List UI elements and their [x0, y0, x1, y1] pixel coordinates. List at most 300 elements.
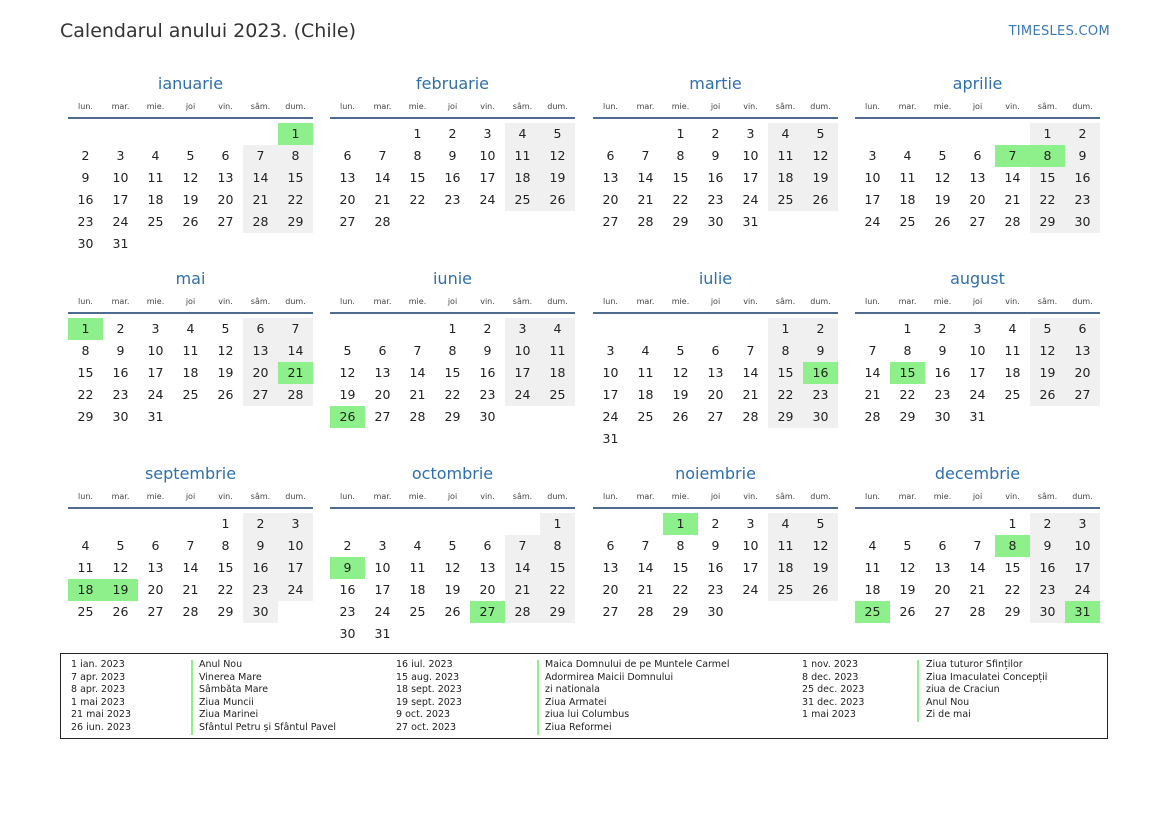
day-cell[interactable]: 12	[182, 170, 199, 185]
day-cell[interactable]: 15	[409, 170, 426, 185]
holiday-day-cell[interactable]: 21	[278, 362, 313, 384]
day-cell[interactable]: 28	[864, 409, 881, 424]
day-cell[interactable]: 3	[151, 321, 160, 336]
day-cell[interactable]: 14	[969, 560, 986, 575]
day-cell[interactable]: 11	[409, 560, 426, 575]
day-cell[interactable]: 29	[77, 409, 94, 424]
day-cell[interactable]: 29	[444, 409, 461, 424]
day-cell[interactable]: 18	[899, 192, 916, 207]
day-cell[interactable]: 9	[711, 538, 720, 553]
day-cell[interactable]: 17	[602, 387, 619, 402]
day-cell[interactable]: 16	[934, 365, 951, 380]
day-cell[interactable]: 15	[768, 362, 803, 384]
day-cell[interactable]: 28	[243, 211, 278, 233]
day-cell[interactable]: 11	[77, 560, 94, 575]
day-cell[interactable]: 21	[1004, 192, 1021, 207]
day-cell[interactable]: 19	[444, 582, 461, 597]
day-cell[interactable]: 20	[147, 582, 164, 597]
day-cell[interactable]: 22	[899, 387, 916, 402]
day-cell[interactable]: 15	[1030, 167, 1065, 189]
day-cell[interactable]: 13	[602, 170, 619, 185]
day-cell[interactable]: 20	[969, 192, 986, 207]
day-cell[interactable]: 5	[803, 513, 838, 535]
day-cell[interactable]: 14	[374, 170, 391, 185]
day-cell[interactable]: 4	[768, 513, 803, 535]
day-cell[interactable]: 8	[81, 343, 90, 358]
day-cell[interactable]: 19	[803, 557, 838, 579]
day-cell[interactable]: 11	[899, 170, 916, 185]
day-cell[interactable]: 31	[374, 626, 391, 641]
day-cell[interactable]: 28	[637, 604, 654, 619]
day-cell[interactable]: 27	[243, 384, 278, 406]
day-cell[interactable]: 16	[339, 582, 356, 597]
day-cell[interactable]: 13	[934, 560, 951, 575]
day-cell[interactable]: 21	[243, 189, 278, 211]
day-cell[interactable]: 4	[505, 123, 540, 145]
day-cell[interactable]: 23	[444, 192, 461, 207]
day-cell[interactable]: 10	[969, 343, 986, 358]
day-cell[interactable]: 10	[602, 365, 619, 380]
holiday-day-cell[interactable]: 1	[278, 123, 313, 145]
day-cell[interactable]: 29	[1030, 211, 1065, 233]
day-cell[interactable]: 12	[444, 560, 461, 575]
day-cell[interactable]: 25	[77, 604, 94, 619]
day-cell[interactable]: 14	[182, 560, 199, 575]
day-cell[interactable]: 13	[707, 365, 724, 380]
day-cell[interactable]: 2	[343, 538, 352, 553]
day-cell[interactable]: 26	[803, 579, 838, 601]
day-cell[interactable]: 5	[221, 321, 230, 336]
day-cell[interactable]: 2	[1065, 123, 1100, 145]
day-cell[interactable]: 14	[637, 560, 654, 575]
day-cell[interactable]: 16	[243, 557, 278, 579]
day-cell[interactable]: 17	[147, 365, 164, 380]
day-cell[interactable]: 5	[540, 123, 575, 145]
day-cell[interactable]: 6	[1065, 318, 1100, 340]
day-cell[interactable]: 4	[903, 148, 912, 163]
day-cell[interactable]: 7	[378, 148, 387, 163]
day-cell[interactable]: 19	[934, 192, 951, 207]
day-cell[interactable]: 6	[343, 148, 352, 163]
day-cell[interactable]: 2	[711, 516, 720, 531]
day-cell[interactable]: 9	[711, 148, 720, 163]
day-cell[interactable]: 17	[505, 362, 540, 384]
day-cell[interactable]: 29	[217, 604, 234, 619]
day-cell[interactable]: 5	[676, 343, 685, 358]
day-cell[interactable]: 27	[707, 409, 724, 424]
day-cell[interactable]: 25	[637, 409, 654, 424]
day-cell[interactable]: 12	[934, 170, 951, 185]
holiday-day-cell[interactable]: 18	[68, 579, 103, 601]
day-cell[interactable]: 15	[217, 560, 234, 575]
day-cell[interactable]: 25	[409, 604, 426, 619]
day-cell[interactable]: 27	[217, 214, 234, 229]
day-cell[interactable]: 19	[182, 192, 199, 207]
day-cell[interactable]: 6	[243, 318, 278, 340]
day-cell[interactable]: 14	[864, 365, 881, 380]
holiday-day-cell[interactable]: 16	[803, 362, 838, 384]
day-cell[interactable]: 19	[217, 365, 234, 380]
day-cell[interactable]: 31	[602, 431, 619, 446]
day-cell[interactable]: 18	[1004, 365, 1021, 380]
day-cell[interactable]: 21	[864, 387, 881, 402]
day-cell[interactable]: 13	[147, 560, 164, 575]
day-cell[interactable]: 10	[374, 560, 391, 575]
day-cell[interactable]: 9	[116, 343, 125, 358]
day-cell[interactable]: 17	[278, 557, 313, 579]
day-cell[interactable]: 11	[864, 560, 881, 575]
day-cell[interactable]: 21	[637, 582, 654, 597]
day-cell[interactable]: 25	[768, 579, 803, 601]
day-cell[interactable]: 22	[672, 192, 689, 207]
day-cell[interactable]: 26	[444, 604, 461, 619]
day-cell[interactable]: 14	[243, 167, 278, 189]
day-cell[interactable]: 5	[448, 538, 457, 553]
day-cell[interactable]: 6	[151, 538, 160, 553]
day-cell[interactable]: 20	[217, 192, 234, 207]
day-cell[interactable]: 28	[278, 384, 313, 406]
day-cell[interactable]: 21	[637, 192, 654, 207]
day-cell[interactable]: 19	[899, 582, 916, 597]
day-cell[interactable]: 5	[938, 148, 947, 163]
day-cell[interactable]: 30	[1030, 601, 1065, 623]
day-cell[interactable]: 30	[339, 626, 356, 641]
day-cell[interactable]: 21	[182, 582, 199, 597]
day-cell[interactable]: 24	[864, 214, 881, 229]
day-cell[interactable]: 1	[1030, 123, 1065, 145]
day-cell[interactable]: 29	[540, 601, 575, 623]
day-cell[interactable]: 28	[742, 409, 759, 424]
day-cell[interactable]: 13	[969, 170, 986, 185]
day-cell[interactable]: 6	[606, 148, 615, 163]
day-cell[interactable]: 2	[448, 126, 457, 141]
day-cell[interactable]: 2	[81, 148, 90, 163]
day-cell[interactable]: 2	[1030, 513, 1065, 535]
day-cell[interactable]: 1	[1008, 516, 1017, 531]
day-cell[interactable]: 3	[378, 538, 387, 553]
day-cell[interactable]: 11	[540, 340, 575, 362]
day-cell[interactable]: 9	[803, 340, 838, 362]
day-cell[interactable]: 22	[540, 579, 575, 601]
day-cell[interactable]: 18	[505, 167, 540, 189]
day-cell[interactable]: 26	[540, 189, 575, 211]
day-cell[interactable]: 24	[278, 579, 313, 601]
day-cell[interactable]: 8	[676, 148, 685, 163]
holiday-day-cell[interactable]: 9	[330, 557, 365, 579]
day-cell[interactable]: 23	[934, 387, 951, 402]
day-cell[interactable]: 31	[742, 214, 759, 229]
day-cell[interactable]: 4	[868, 538, 877, 553]
day-cell[interactable]: 12	[112, 560, 129, 575]
day-cell[interactable]: 2	[483, 321, 492, 336]
day-cell[interactable]: 19	[339, 387, 356, 402]
day-cell[interactable]: 17	[864, 192, 881, 207]
day-cell[interactable]: 5	[343, 343, 352, 358]
day-cell[interactable]: 8	[540, 535, 575, 557]
day-cell[interactable]: 20	[707, 387, 724, 402]
day-cell[interactable]: 16	[1030, 557, 1065, 579]
day-cell[interactable]: 1	[540, 513, 575, 535]
day-cell[interactable]: 16	[707, 560, 724, 575]
day-cell[interactable]: 22	[1004, 582, 1021, 597]
day-cell[interactable]: 16	[479, 365, 496, 380]
day-cell[interactable]: 28	[182, 604, 199, 619]
day-cell[interactable]: 23	[339, 604, 356, 619]
day-cell[interactable]: 28	[374, 214, 391, 229]
day-cell[interactable]: 4	[413, 538, 422, 553]
day-cell[interactable]: 2	[116, 321, 125, 336]
day-cell[interactable]: 22	[768, 384, 803, 406]
day-cell[interactable]: 19	[803, 167, 838, 189]
day-cell[interactable]: 27	[374, 409, 391, 424]
day-cell[interactable]: 27	[969, 214, 986, 229]
day-cell[interactable]: 28	[969, 604, 986, 619]
day-cell[interactable]: 26	[217, 387, 234, 402]
day-cell[interactable]: 30	[803, 406, 838, 428]
day-cell[interactable]: 19	[1030, 362, 1065, 384]
day-cell[interactable]: 16	[77, 192, 94, 207]
day-cell[interactable]: 27	[602, 604, 619, 619]
day-cell[interactable]: 18	[768, 557, 803, 579]
day-cell[interactable]: 28	[409, 409, 426, 424]
day-cell[interactable]: 3	[505, 318, 540, 340]
day-cell[interactable]: 7	[413, 343, 422, 358]
day-cell[interactable]: 5	[116, 538, 125, 553]
day-cell[interactable]: 13	[339, 170, 356, 185]
day-cell[interactable]: 23	[112, 387, 129, 402]
day-cell[interactable]: 12	[1030, 340, 1065, 362]
day-cell[interactable]: 15	[77, 365, 94, 380]
day-cell[interactable]: 14	[1004, 170, 1021, 185]
day-cell[interactable]: 31	[147, 409, 164, 424]
day-cell[interactable]: 31	[112, 236, 129, 251]
day-cell[interactable]: 15	[1004, 560, 1021, 575]
day-cell[interactable]: 9	[1065, 145, 1100, 167]
day-cell[interactable]: 9	[448, 148, 457, 163]
day-cell[interactable]: 4	[641, 343, 650, 358]
day-cell[interactable]: 22	[409, 192, 426, 207]
day-cell[interactable]: 26	[934, 214, 951, 229]
day-cell[interactable]: 23	[803, 384, 838, 406]
holiday-day-cell[interactable]: 8	[995, 535, 1030, 557]
day-cell[interactable]: 16	[112, 365, 129, 380]
day-cell[interactable]: 13	[1065, 340, 1100, 362]
day-cell[interactable]: 2	[938, 321, 947, 336]
day-cell[interactable]: 7	[505, 535, 540, 557]
day-cell[interactable]: 26	[182, 214, 199, 229]
day-cell[interactable]: 11	[147, 170, 164, 185]
day-cell[interactable]: 5	[1030, 318, 1065, 340]
day-cell[interactable]: 22	[77, 387, 94, 402]
day-cell[interactable]: 29	[1004, 604, 1021, 619]
day-cell[interactable]: 9	[938, 343, 947, 358]
day-cell[interactable]: 11	[182, 343, 199, 358]
day-cell[interactable]: 10	[742, 538, 759, 553]
day-cell[interactable]: 24	[147, 387, 164, 402]
day-cell[interactable]: 25	[899, 214, 916, 229]
day-cell[interactable]: 25	[147, 214, 164, 229]
day-cell[interactable]: 30	[77, 236, 94, 251]
day-cell[interactable]: 24	[479, 192, 496, 207]
day-cell[interactable]: 12	[217, 343, 234, 358]
holiday-day-cell[interactable]: 8	[1030, 145, 1065, 167]
day-cell[interactable]: 17	[969, 365, 986, 380]
day-cell[interactable]: 14	[637, 170, 654, 185]
day-cell[interactable]: 3	[278, 513, 313, 535]
day-cell[interactable]: 26	[899, 604, 916, 619]
day-cell[interactable]: 17	[1065, 557, 1100, 579]
day-cell[interactable]: 22	[444, 387, 461, 402]
day-cell[interactable]: 19	[540, 167, 575, 189]
day-cell[interactable]: 21	[374, 192, 391, 207]
day-cell[interactable]: 14	[742, 365, 759, 380]
day-cell[interactable]: 2	[243, 513, 278, 535]
day-cell[interactable]: 7	[278, 318, 313, 340]
day-cell[interactable]: 20	[243, 362, 278, 384]
day-cell[interactable]: 17	[479, 170, 496, 185]
day-cell[interactable]: 24	[374, 604, 391, 619]
day-cell[interactable]: 17	[374, 582, 391, 597]
day-cell[interactable]: 12	[899, 560, 916, 575]
day-cell[interactable]: 7	[641, 538, 650, 553]
day-cell[interactable]: 5	[903, 538, 912, 553]
day-cell[interactable]: 3	[483, 126, 492, 141]
day-cell[interactable]: 27	[339, 214, 356, 229]
day-cell[interactable]: 6	[938, 538, 947, 553]
day-cell[interactable]: 1	[221, 516, 230, 531]
day-cell[interactable]: 4	[186, 321, 195, 336]
day-cell[interactable]: 6	[973, 148, 982, 163]
day-cell[interactable]: 12	[803, 535, 838, 557]
day-cell[interactable]: 18	[409, 582, 426, 597]
day-cell[interactable]: 24	[602, 409, 619, 424]
day-cell[interactable]: 15	[444, 365, 461, 380]
day-cell[interactable]: 3	[116, 148, 125, 163]
day-cell[interactable]: 14	[409, 365, 426, 380]
holiday-day-cell[interactable]: 26	[330, 406, 365, 428]
day-cell[interactable]: 16	[1065, 167, 1100, 189]
day-cell[interactable]: 23	[707, 582, 724, 597]
day-cell[interactable]: 4	[81, 538, 90, 553]
day-cell[interactable]: 8	[768, 340, 803, 362]
day-cell[interactable]: 8	[448, 343, 457, 358]
day-cell[interactable]: 8	[221, 538, 230, 553]
holiday-day-cell[interactable]: 15	[890, 362, 925, 384]
day-cell[interactable]: 3	[868, 148, 877, 163]
day-cell[interactable]: 30	[479, 409, 496, 424]
day-cell[interactable]: 18	[540, 362, 575, 384]
day-cell[interactable]: 5	[186, 148, 195, 163]
holiday-day-cell[interactable]: 19	[103, 579, 138, 601]
day-cell[interactable]: 20	[602, 582, 619, 597]
day-cell[interactable]: 9	[243, 535, 278, 557]
day-cell[interactable]: 12	[339, 365, 356, 380]
day-cell[interactable]: 1	[768, 318, 803, 340]
day-cell[interactable]: 23	[243, 579, 278, 601]
day-cell[interactable]: 1	[676, 126, 685, 141]
day-cell[interactable]: 24	[742, 192, 759, 207]
brand-logo[interactable]: TIMESLES.COM	[1008, 24, 1110, 39]
day-cell[interactable]: 8	[676, 538, 685, 553]
day-cell[interactable]: 8	[278, 145, 313, 167]
holiday-day-cell[interactable]: 25	[855, 601, 890, 623]
day-cell[interactable]: 25	[540, 384, 575, 406]
day-cell[interactable]: 5	[803, 123, 838, 145]
day-cell[interactable]: 18	[864, 582, 881, 597]
day-cell[interactable]: 13	[602, 560, 619, 575]
day-cell[interactable]: 23	[707, 192, 724, 207]
day-cell[interactable]: 26	[1030, 384, 1065, 406]
day-cell[interactable]: 10	[112, 170, 129, 185]
day-cell[interactable]: 22	[278, 189, 313, 211]
day-cell[interactable]: 29	[672, 214, 689, 229]
day-cell[interactable]: 29	[672, 604, 689, 619]
day-cell[interactable]: 8	[413, 148, 422, 163]
day-cell[interactable]: 18	[147, 192, 164, 207]
day-cell[interactable]: 10	[479, 148, 496, 163]
day-cell[interactable]: 4	[1008, 321, 1017, 336]
day-cell[interactable]: 4	[151, 148, 160, 163]
day-cell[interactable]: 24	[505, 384, 540, 406]
day-cell[interactable]: 17	[742, 170, 759, 185]
day-cell[interactable]: 6	[378, 343, 387, 358]
day-cell[interactable]: 25	[505, 189, 540, 211]
day-cell[interactable]: 28	[1004, 214, 1021, 229]
day-cell[interactable]: 17	[112, 192, 129, 207]
day-cell[interactable]: 14	[505, 557, 540, 579]
day-cell[interactable]: 9	[483, 343, 492, 358]
day-cell[interactable]: 3	[973, 321, 982, 336]
day-cell[interactable]: 24	[742, 582, 759, 597]
day-cell[interactable]: 29	[278, 211, 313, 233]
day-cell[interactable]: 11	[1004, 343, 1021, 358]
day-cell[interactable]: 13	[243, 340, 278, 362]
day-cell[interactable]: 30	[243, 601, 278, 623]
day-cell[interactable]: 26	[112, 604, 129, 619]
day-cell[interactable]: 18	[768, 167, 803, 189]
day-cell[interactable]: 3	[746, 126, 755, 141]
day-cell[interactable]: 23	[1065, 189, 1100, 211]
day-cell[interactable]: 2	[711, 126, 720, 141]
day-cell[interactable]: 20	[1065, 362, 1100, 384]
day-cell[interactable]: 27	[934, 604, 951, 619]
day-cell[interactable]: 15	[278, 167, 313, 189]
holiday-day-cell[interactable]: 7	[995, 145, 1030, 167]
day-cell[interactable]: 16	[444, 170, 461, 185]
day-cell[interactable]: 9	[81, 170, 90, 185]
day-cell[interactable]: 21	[505, 579, 540, 601]
day-cell[interactable]: 24	[1065, 579, 1100, 601]
day-cell[interactable]: 27	[147, 604, 164, 619]
day-cell[interactable]: 12	[803, 145, 838, 167]
day-cell[interactable]: 11	[505, 145, 540, 167]
day-cell[interactable]: 3	[746, 516, 755, 531]
day-cell[interactable]: 8	[903, 343, 912, 358]
day-cell[interactable]: 21	[969, 582, 986, 597]
day-cell[interactable]: 25	[768, 189, 803, 211]
day-cell[interactable]: 19	[672, 387, 689, 402]
day-cell[interactable]: 15	[672, 170, 689, 185]
day-cell[interactable]: 10	[1065, 535, 1100, 557]
day-cell[interactable]: 12	[672, 365, 689, 380]
day-cell[interactable]: 30	[112, 409, 129, 424]
day-cell[interactable]: 16	[707, 170, 724, 185]
day-cell[interactable]: 11	[637, 365, 654, 380]
day-cell[interactable]: 7	[243, 145, 278, 167]
day-cell[interactable]: 13	[217, 170, 234, 185]
day-cell[interactable]: 15	[540, 557, 575, 579]
day-cell[interactable]: 13	[374, 365, 391, 380]
